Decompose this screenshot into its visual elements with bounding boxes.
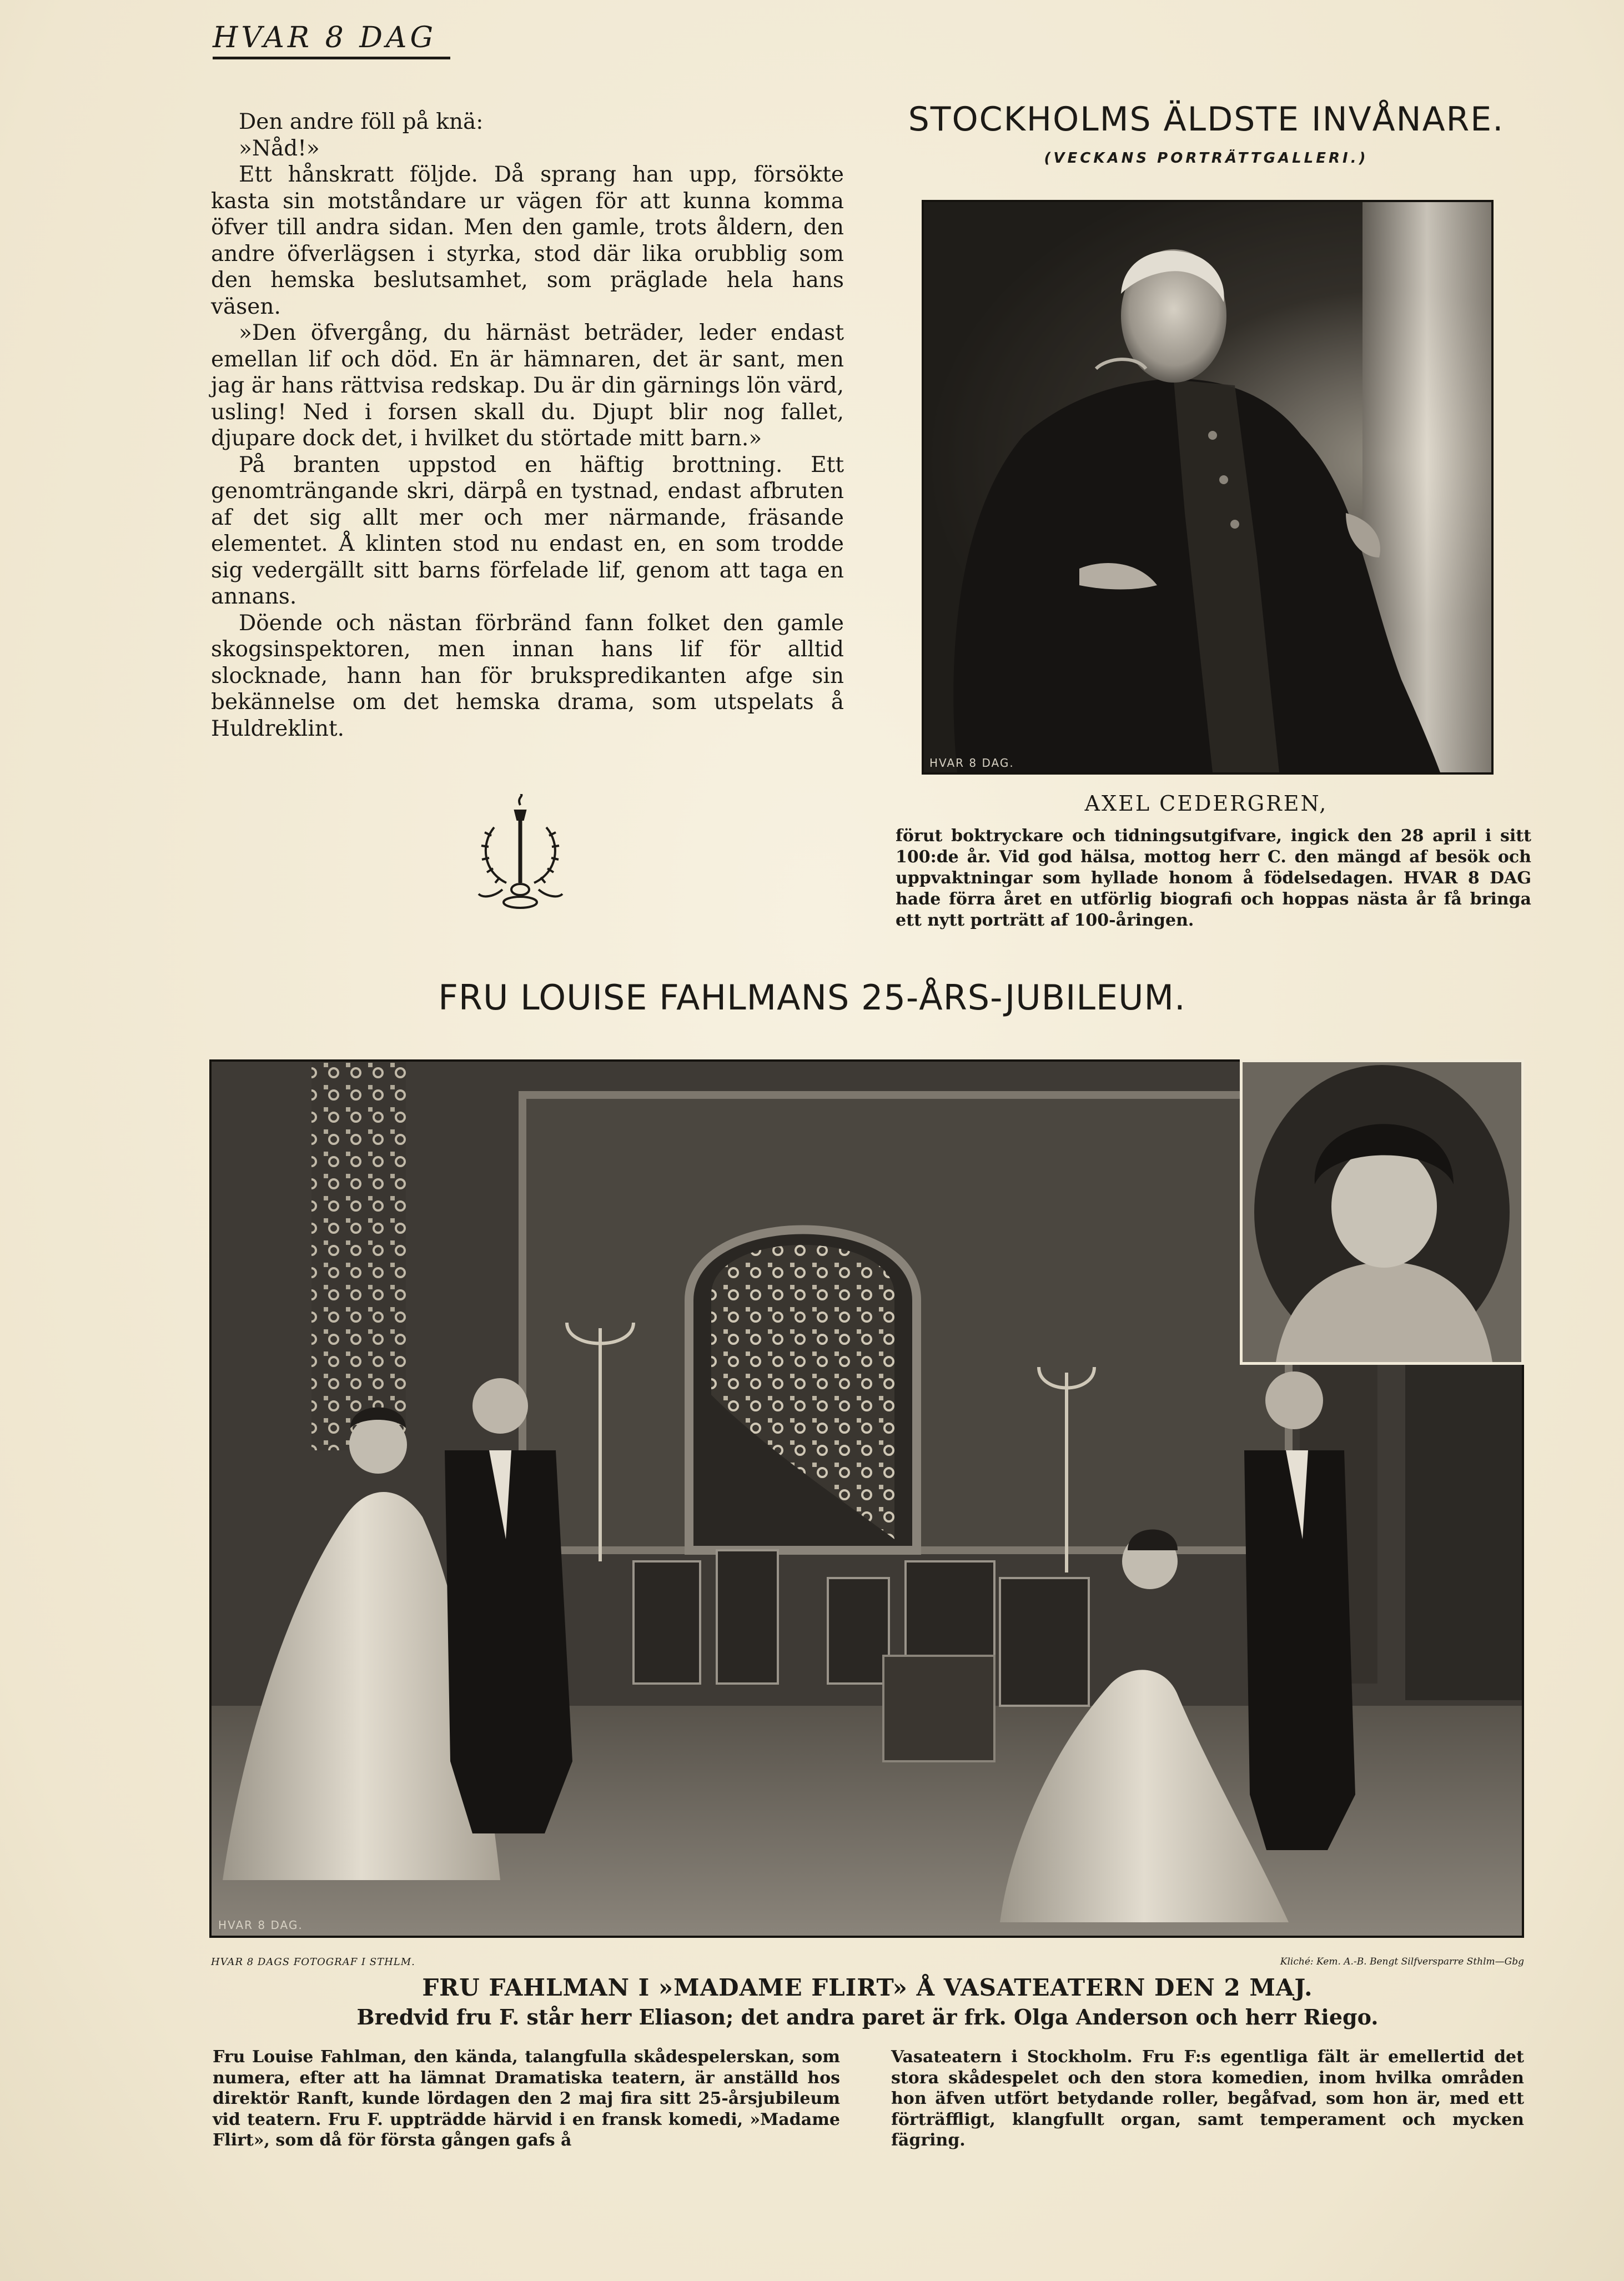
story-paragraph: »Den öfvergång, du härnäst beträder, leder endast emellan lif och död. En är hämnaren, det är sant, men jag är hans rättvisa redskap. Du är din gärnings lön värd, usling! Ned i forsen skall du. Djupt blir nog fallet, djupare dock det, i hvilket du störtade mitt barn.»: [211, 320, 844, 451]
story-paragraph: På branten uppstod en häftig brottning. Ett genomträngande skri, därpå en tystnad, endast afbruten af det sig allt mer och mer närmande, fräsande elementet. Å klinten stod nu endast en, en som trodde sig vedergällt sitt barns förfelade lif, genom att taga en annans.: [211, 452, 844, 609]
portrait-photo: [922, 200, 1494, 775]
story-paragraph: »Nåd!»: [239, 135, 320, 161]
stage-photo-mark: HVAR 8 DAG.: [218, 1918, 303, 1932]
torch-wreath-ornament-icon: [472, 794, 569, 911]
inset-portrait-photo: [1240, 1059, 1524, 1365]
inset-portrait-illustration: [1243, 1062, 1521, 1362]
jubilee-article-left-column: Fru Louise Fahlman, den kända, talangfulla skådespelerskan, som numera, efter att ha lämnat Dramatiska teatern, är anställd hos direktör Ranft, kunde lördagen den 2 maj fira sitt 25-årsjubileum vid teatern. Fru F. uppträdde härvid i en fransk komedi, »Madame Flirt», som då för första gången gafs å: [213, 2047, 840, 2150]
portrait-section-subtitle: (VECKANS PORTRÄTTGALLERI.): [1044, 150, 1369, 167]
portrait-photo-mark: HVAR 8 DAG.: [929, 756, 1014, 770]
photographer-credit: HVAR 8 DAGS FOTOGRAF I STHLM.: [211, 1956, 415, 1968]
story-paragraph: Den andre föll på knä:: [239, 109, 484, 134]
jubilee-article-right-column: Vasateatern i Stockholm. Fru F:s egentliga fält är emellertid det stora skådespelet och den stora komedien, inom hvilka områden hon äfven utfört betydande roller, begåfvad, som hon är, med ett förträffligt, klangfullt organ, samt temperament och mycken fägring.: [891, 2047, 1524, 2150]
jubilee-section-title: FRU LOUISE FAHLMANS 25-ÅRS-JUBILEUM.: [438, 977, 1186, 1018]
story-paragraph: Döende och nästan förbränd fann folket den gamle skogsinspektoren, men innan hans lif för alltid slocknade, hann han för brukspredikanten afge sin bekännelse om det hemska drama, som utspelats å Huldreklint.: [211, 610, 844, 741]
portrait-section-title: STOCKHOLMS ÄLDSTE INVÅNARE.: [908, 100, 1505, 139]
header-rule: [213, 57, 450, 59]
story-paragraph: Ett hånskratt följde. Då sprang han upp, försökte kasta sin motståndare ur vägen för att kunna komma öfver till andra sidan. Men den gamle, trots åldern, den andre öfverlägsen i styrka, stod där lika orubblig som den hemska beslutsamhet, som präglade hela hans väsen.: [211, 162, 844, 319]
portrait-illustration: [924, 202, 1491, 772]
portrait-caption-name: AXEL CEDERGREN,: [1084, 791, 1328, 816]
portrait-caption-body: förut boktryckare och tidningsutgifvare, ingick den 28 april i sitt 100:de år. Vid god hälsa, mottog herr C. den mängd af besök och uppvaktningar som hyllade honom å födelsedagen. HVAR 8 DAG hade förra året en utförlig biografi och hoppas nästa år få bringa ett nytt porträtt af 100-åringen.: [896, 826, 1531, 930]
engraving-credit: Kliché: Kem. A.-B. Bengt Silfversparre Sthlm—Gbg: [1280, 1956, 1524, 1967]
story-text: [211, 109, 844, 742]
running-head: HVAR 8 DAG: [213, 21, 437, 54]
jubilee-caption-subline: Bredvid fru F. står herr Eliason; det andra paret är frk. Olga Anderson och herr Riego.: [356, 2004, 1379, 2029]
jubilee-caption-heading: FRU FAHLMAN I »MADAME FLIRT» Å VASATEATERN DEN 2 MAJ.: [422, 1974, 1313, 2001]
